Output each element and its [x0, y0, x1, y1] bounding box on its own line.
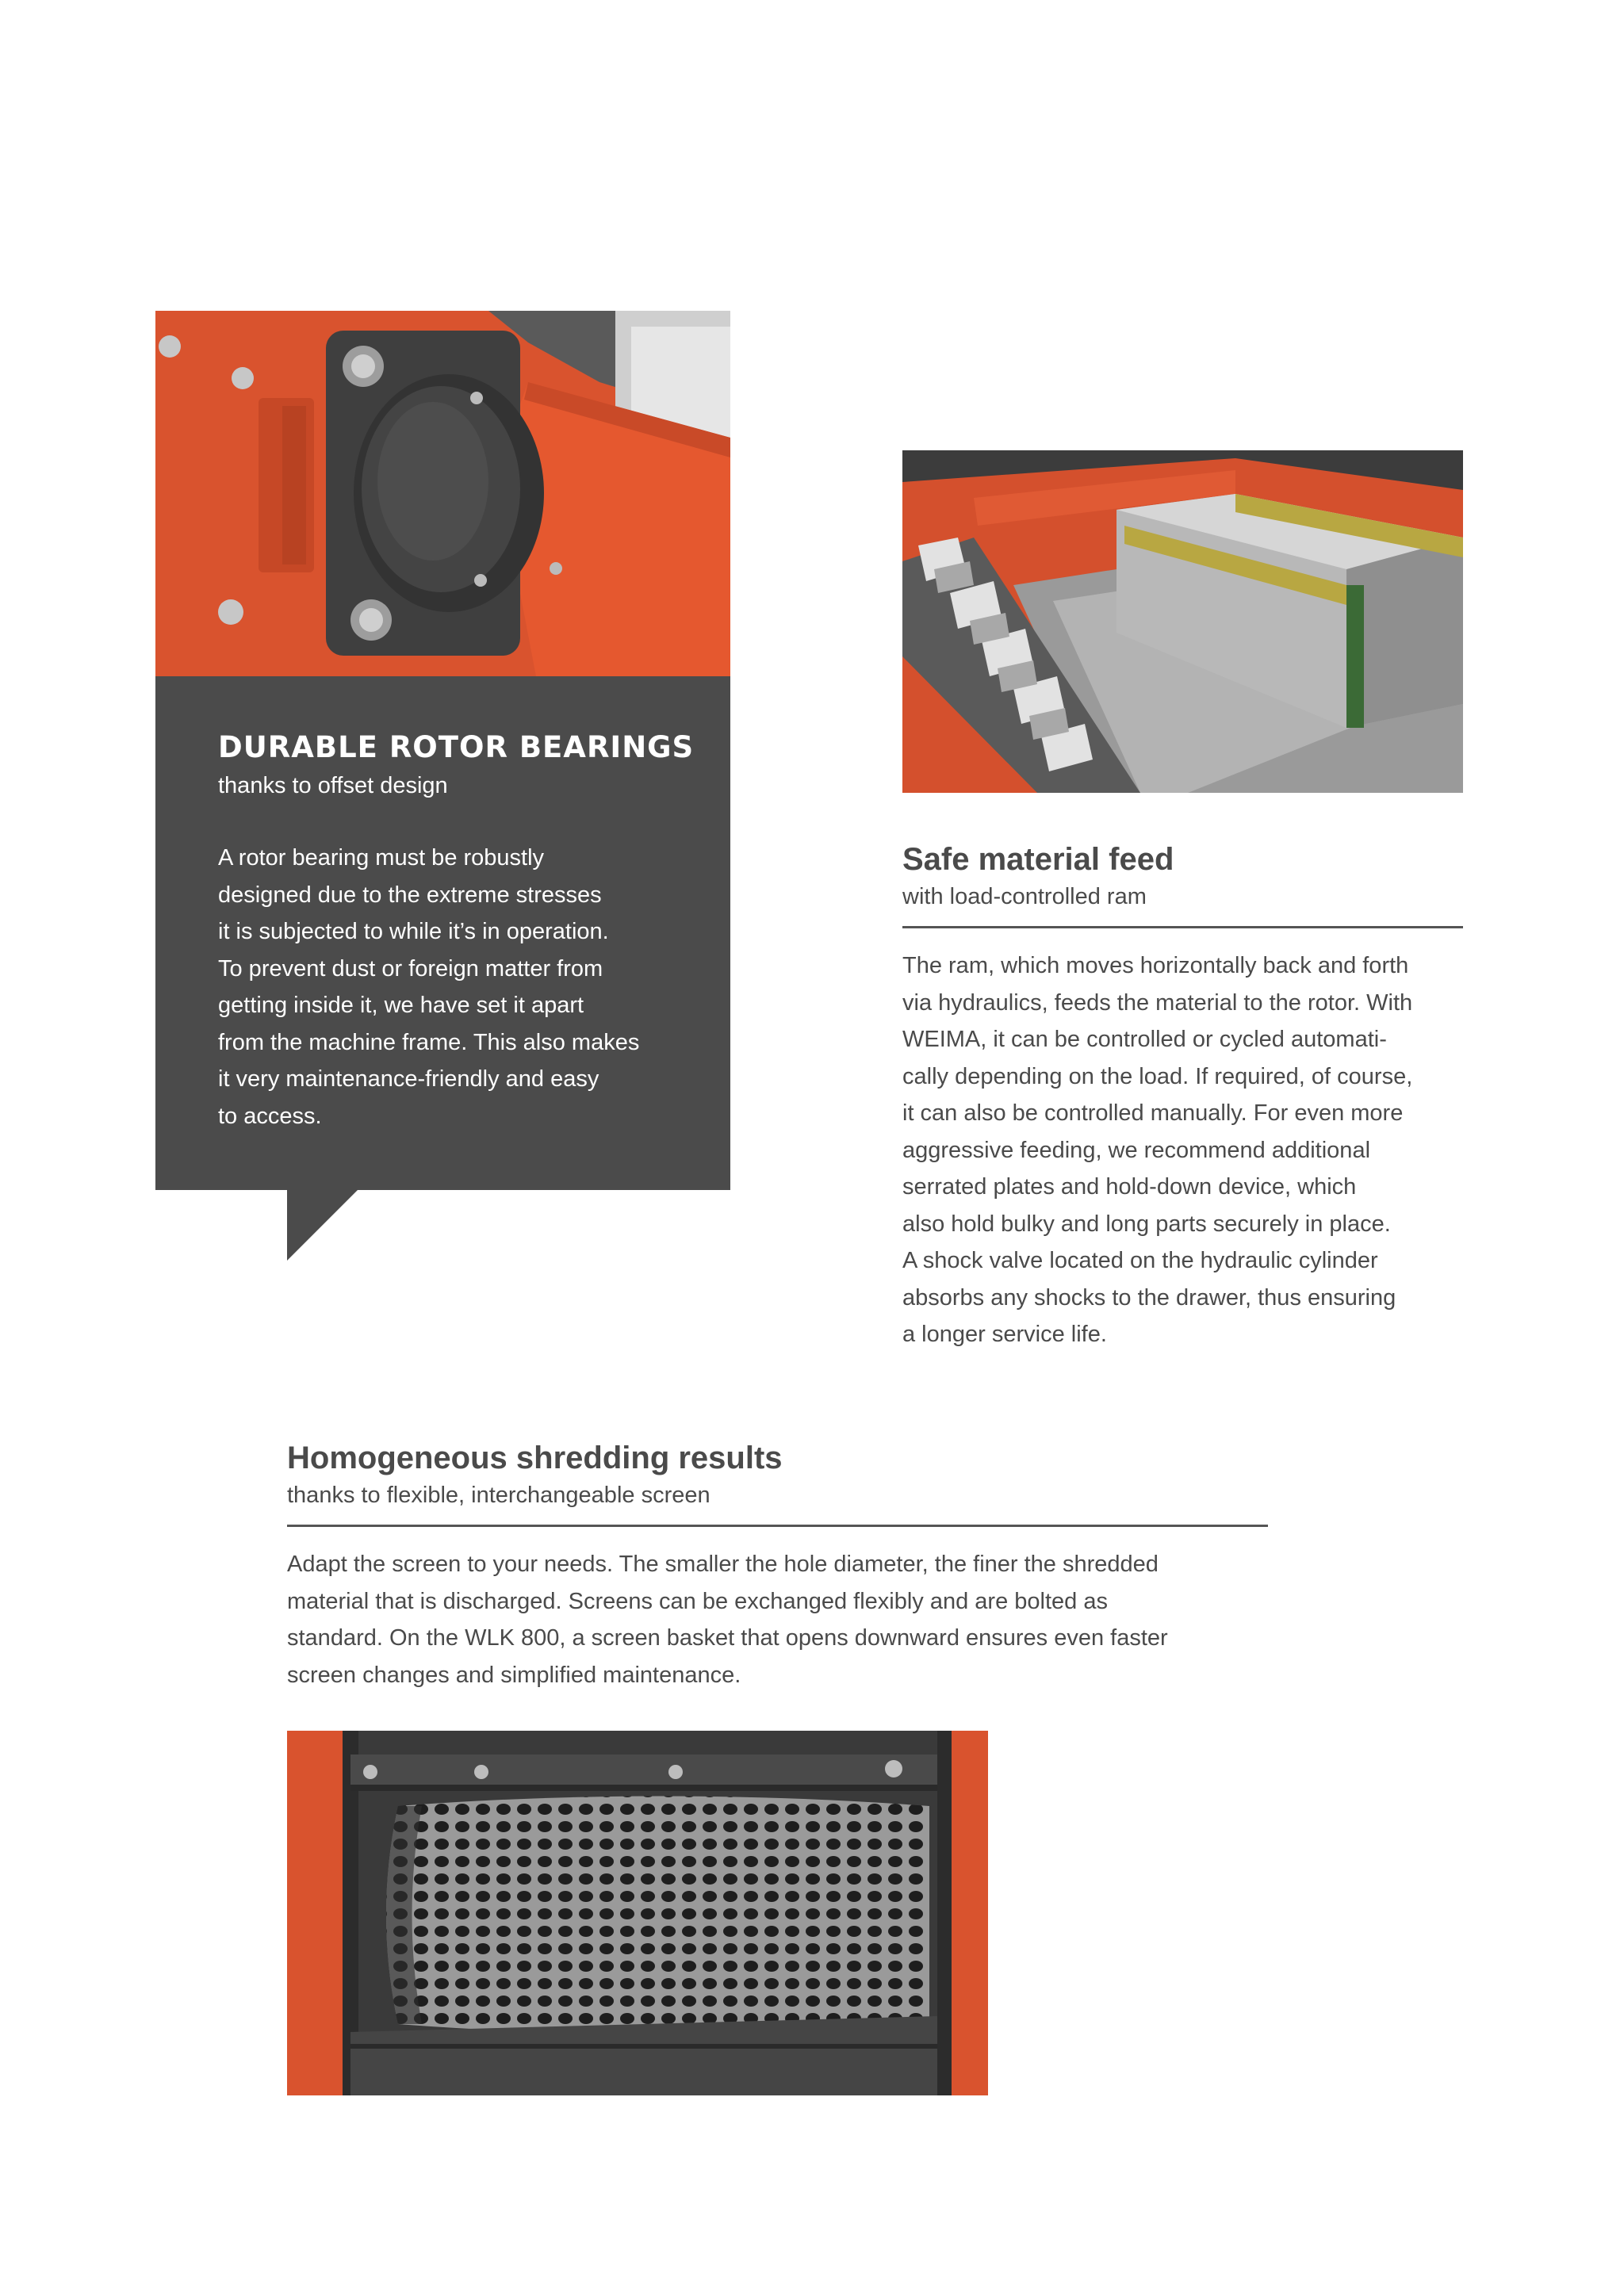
feed-section-divider: [902, 926, 1463, 928]
rotor-bearing-photo: [155, 311, 730, 676]
rotor-info-panel: [155, 676, 730, 1190]
material-feed-photo: [902, 450, 1463, 793]
material-feed-section: [902, 839, 1463, 1353]
material-feed-illustration: [902, 450, 1463, 793]
shredding-screen-section: [287, 1437, 1268, 1693]
screen-section-subtitle: thanks to flexible, interchangeable screen: [287, 1483, 710, 1508]
screen-section-title: Homogeneous shredding results: [287, 1441, 783, 1475]
feed-section-subtitle: with load-controlled ram: [902, 884, 1147, 909]
rotor-section-body: A rotor bearing must be robustly designed due to the extreme stresses it is subjected to while it’s in operation. To prevent dust or foreign matter from getting inside it, we have set it apart from the machine frame. This also makes it very maintenance-friendly and easy to access.: [218, 845, 640, 1129]
feed-section-body: The ram, which moves horizontally back and forth via hydraulics, feeds the material to the rotor. With WEIMA, it can be controlled or cycled automati- cally depending on the load. If required, of course, it can also be controlled manually. For even more aggressive feeding, we recommend additional serrated plates and hold-down device, which also hold bulky and long parts securely in place. A shock valve located on the hydraulic cylinder absorbs any shocks to the drawer, thus ensuring a longer service life.: [902, 953, 1413, 1347]
rotor-bearing-illustration: [155, 311, 730, 676]
screen-basket-illustration: [287, 1731, 988, 2095]
screen-basket-photo: [287, 1731, 988, 2095]
screen-section-body: Adapt the screen to your needs. The smaller the hole diameter, the finer the shredded material that is discharged. Screens can be exchanged flexibly and are bolted as standard. On the WLK 800, a screen basket that opens downward ensures even faster screen changes and simplified maintenance.: [287, 1552, 1168, 1688]
screen-section-divider: [287, 1525, 1268, 1527]
rotor-section-title: DURABLE ROTOR BEARINGS: [218, 730, 695, 764]
rotor-section-subtitle: thanks to offset design: [218, 773, 448, 798]
feed-section-title: Safe material feed: [902, 842, 1174, 877]
speech-bubble-tail: [287, 1189, 358, 1261]
